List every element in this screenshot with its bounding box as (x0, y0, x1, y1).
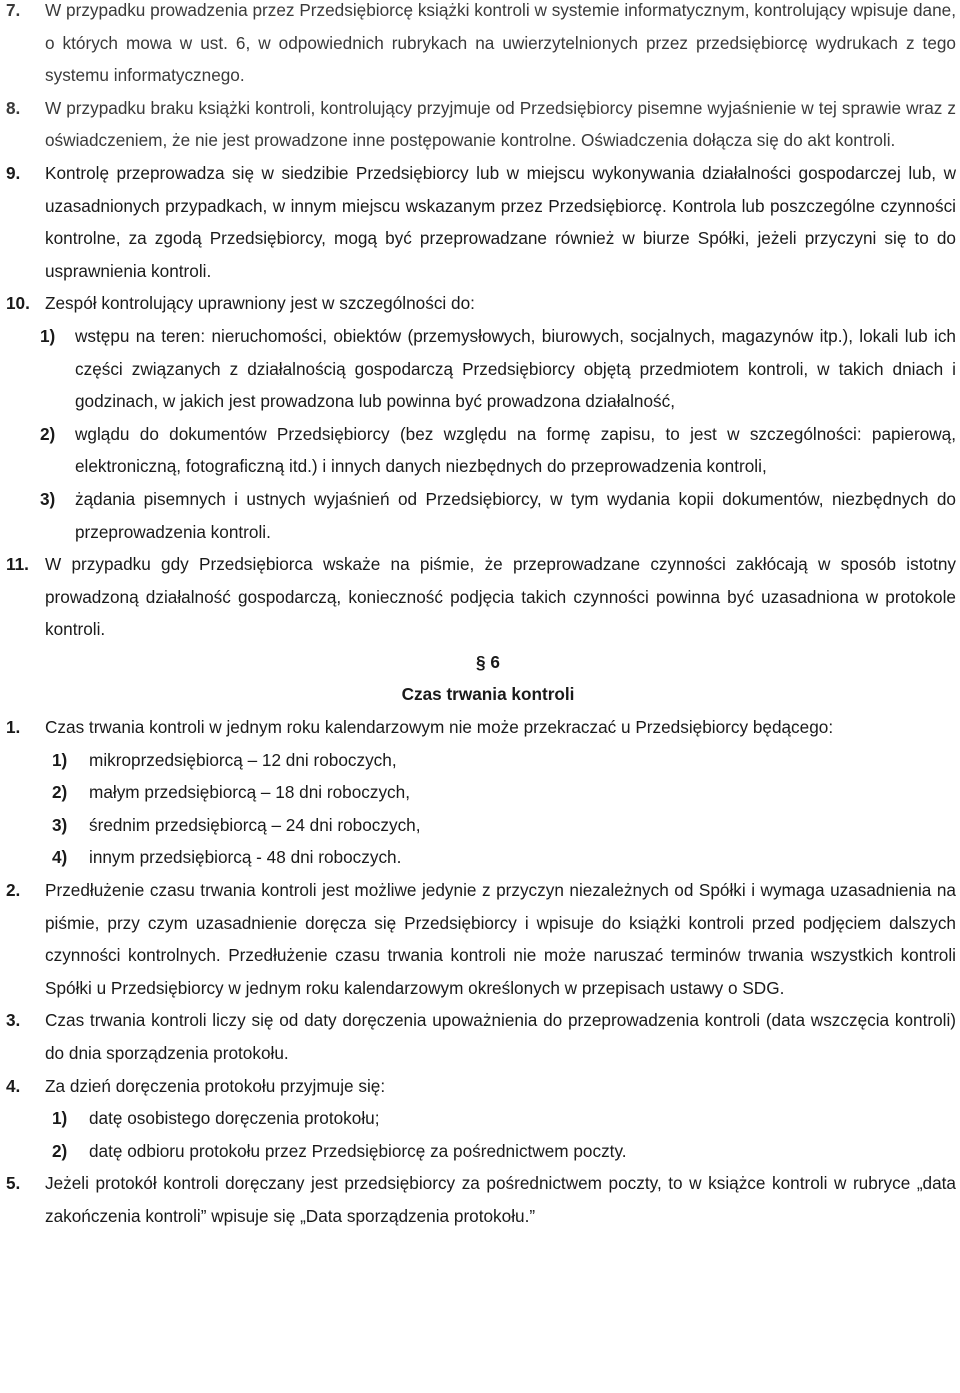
item-text: W przypadku gdy Przedsiębiorca wskaże na piśmie, że przeprowadzane czynności zakłócają w sposób istotny prowadzoną działalność gospodarczą, konieczność podjęcia takich czynności powinna być uzasadniona w protokole kontroli. (45, 554, 956, 640)
item-number: 4. (6, 1075, 21, 1096)
item-number: 3. (6, 1010, 21, 1031)
item-text: Czas trwania kontroli liczy się od daty doręczenia upoważnienia do przeprowadzenia kontroli (data wszczęcia kontroli) do dnia sporządzenia protokołu. (45, 1010, 956, 1063)
item-text: Czas trwania kontroli w jednym roku kalendarzowym nie może przekraczać u Przedsiębiorcy będącego: (45, 717, 834, 738)
subitem-number: 2) (52, 782, 68, 803)
subitem-text: datę osobistego doręczenia protokołu; (89, 1108, 380, 1129)
item-text: Jeżeli protokół kontroli doręczany jest przedsiębiorcy za pośrednictwem poczty, to w książce kontroli w rubryce „data zakończenia kontroli” wpisuje się „Data sporządzenia protokołu.” (45, 1173, 956, 1226)
section-title: Czas trwania kontroli (401, 684, 575, 705)
subitem-number: 2) (40, 423, 56, 444)
subitem-text: małym przedsiębiorcą – 18 dni roboczych, (89, 782, 410, 803)
subitem-10-1 (0, 320, 960, 418)
subitem-number: 1) (52, 1108, 68, 1129)
subitem-number: 3) (52, 814, 68, 835)
s6-paragraph-3 (0, 1004, 960, 1069)
paragraph-8 (0, 92, 960, 157)
subitem-10-3 (0, 483, 960, 548)
item-text: W przypadku braku książki kontroli, kontrolujący przyjmuje od Przedsiębiorcy pisemne wyjaśnienie w tej sprawie wraz z oświadczeniem, że nie jest prowadzone inne postępowanie kontrolne. Oświadczenia dołącza się do akt kontroli. (45, 97, 956, 151)
paragraph-9 (0, 157, 960, 287)
item-text: W przypadku prowadzenia przez Przedsiębiorcę książki kontroli w systemie informatycznym, kontrolujący wpisuje dane, o których mowa w ust. 6, w odpowiednich rubrykach na uwierzytelnionych przez przedsiębiorcę wydrukach z tego systemu informatycznego. (45, 0, 956, 86)
s6-subitem-1 (0, 744, 960, 777)
s6-subitem-4-1 (0, 1102, 960, 1135)
item-number: 11. (6, 554, 29, 575)
item-number: 10. (6, 293, 30, 314)
subitem-text: datę odbioru protokołu przez Przedsiębiorcę za pośrednictwem poczty. (89, 1140, 627, 1161)
subitem-number: 1) (40, 325, 56, 346)
subitem-text: innym przedsiębiorcą - 48 dni roboczych. (89, 847, 402, 868)
item-text: Za dzień doręczenia protokołu przyjmuje się: (45, 1075, 386, 1096)
item-number: 9. (6, 162, 21, 183)
s6-paragraph-5 (0, 1167, 960, 1232)
paragraph-7 (0, 0, 960, 92)
item-number: 8. (6, 97, 21, 118)
subitem-text: żądania pisemnych i ustnych wyjaśnień od Przedsiębiorcy, w tym wydania kopii dokumentów, niezbędnych do przeprowadzenia kontroli. (75, 488, 956, 542)
item-number: 5. (6, 1173, 21, 1194)
item-number: 1. (6, 717, 21, 738)
s6-paragraph-1 (0, 711, 960, 744)
item-number: 2. (6, 880, 21, 901)
subitem-text: wstępu na teren: nieruchomości, obiektów (przemysłowych, biurowych, socjalnych, magazynów itp.), lokali lub ich części związanych z działalnością gospodarczą Przedsiębiorcy objętą przedmiotem kontroli, w takich dniach i godzinach, w jakich jest prowadzona lub powinna być prowadzona działalność, (75, 325, 956, 412)
subitem-10-2 (0, 418, 960, 483)
subitem-text: mikroprzedsiębiorcą – 12 dni roboczych, (89, 749, 397, 770)
subitem-text: wglądu do dokumentów Przedsiębiorcy (bez względu na formę zapisu, to jest w szczególności: papierową, elektroniczną, fotograficzną itd.) i innych danych niezbędnych do przeprowadzenia kontroli, (75, 423, 956, 477)
subitem-number: 4) (52, 847, 68, 868)
subitem-number: 2) (52, 1140, 68, 1161)
item-number: 7. (6, 0, 21, 20)
s6-subitem-3 (0, 809, 960, 842)
item-text: Przedłużenie czasu trwania kontroli jest możliwe jedynie z przyczyn niezależnych od Spółki i wymaga uzasadnienia na piśmie, przy czym uzasadnienie doręcza się Przedsiębiorcy i wpisuje do książki kontroli przed podjęciem dalszych czynności kontrolnych. Przedłużenie czasu trwania kontroli nie może naruszać terminów trwania wszystkich kontroli Spółki u Przedsiębiorcy w jednym roku kalendarzowym określonych w przepisach ustawy o SDG. (45, 880, 956, 998)
s6-subitem-2 (0, 776, 960, 809)
s6-subitem-4-2 (0, 1135, 960, 1168)
s6-paragraph-4 (0, 1070, 960, 1103)
s6-paragraph-2 (0, 874, 960, 1004)
item-text: Zespół kontrolujący uprawniony jest w szczególności do: (45, 293, 475, 314)
subitem-number: 3) (40, 488, 56, 509)
subitem-text: średnim przedsiębiorcą – 24 dni roboczych, (89, 814, 421, 835)
paragraph-11 (0, 548, 960, 646)
s6-subitem-4 (0, 841, 960, 874)
item-text: Kontrolę przeprowadza się w siedzibie Przedsiębiorcy lub w miejscu wykonywania działalności gospodarczej lub, w uzasadnionych przypadkach, w innym miejscu wskazanym przez Przedsiębiorcę. Kontrola lub poszczególne czynności kontrolne, za zgodą Przedsiębiorcy, mogą być przeprowadzane również w biurze Spółki, jeżeli przyczyni się to do usprawnienia kontroli. (45, 162, 956, 281)
paragraph-10 (0, 287, 960, 320)
subitem-number: 1) (52, 749, 68, 770)
section-number: § 6 (476, 651, 500, 672)
